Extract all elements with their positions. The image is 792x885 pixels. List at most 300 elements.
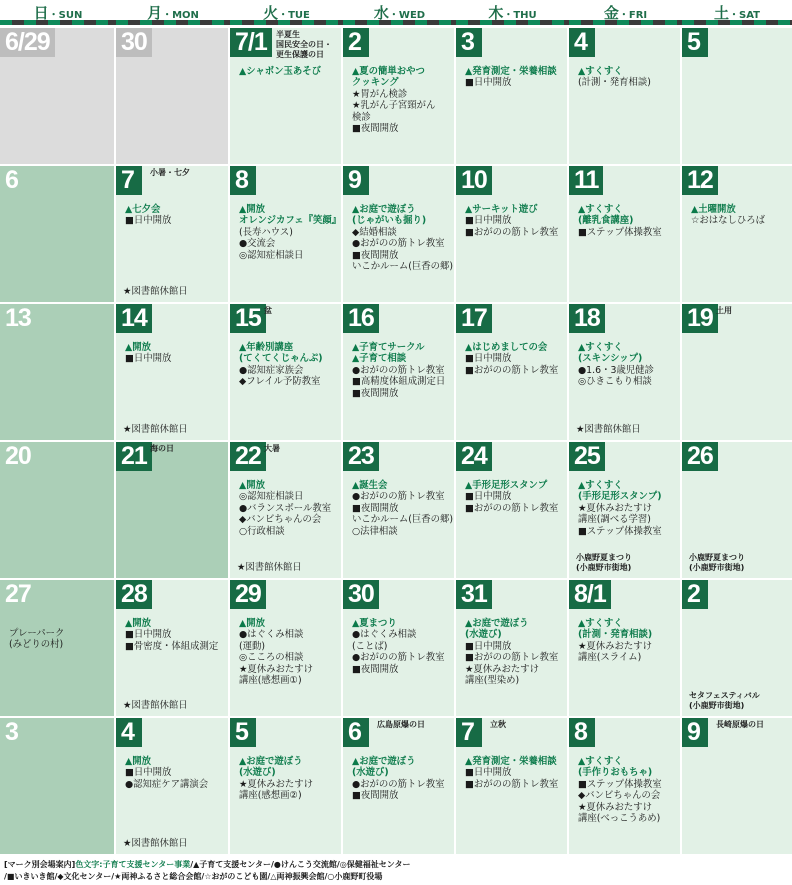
legend-heading: [マーク別会場案内] <box>4 860 76 869</box>
weekday-kanji: 日 <box>33 4 49 22</box>
event-list <box>239 756 339 802</box>
event-item: ▲子育てサークル <box>352 342 425 353</box>
event-item: (てくてくじゃんぷ) <box>239 353 323 365</box>
day-cell <box>682 304 792 440</box>
day-number: 6 <box>343 718 369 747</box>
event-item: ▲開放 <box>125 756 151 767</box>
event-list <box>465 756 565 790</box>
event-item: ▲開放 <box>125 618 151 629</box>
weekday-thu <box>456 0 569 28</box>
day-cell <box>116 28 228 164</box>
day-footnote-line: (小鹿野市街地) <box>689 701 745 710</box>
day-cell <box>343 166 454 302</box>
day-number: 22 <box>230 442 266 471</box>
event-item: (じゃがいも掘り) <box>352 215 427 227</box>
day-cell <box>116 580 228 716</box>
day-number: 31 <box>456 580 492 609</box>
event-item: ■夜間開放 <box>352 502 399 514</box>
day-cell <box>682 28 792 164</box>
day-number: 11 <box>569 166 603 195</box>
weekday-sat <box>682 0 792 28</box>
day-number: 10 <box>456 166 492 195</box>
day-cell <box>569 304 680 440</box>
day-footnote-line: 小鹿野夏まつり <box>576 553 632 562</box>
day-note-line: 立秋 <box>490 720 506 729</box>
weekday-header <box>0 0 792 28</box>
event-item: ▲開放 <box>239 480 265 491</box>
day-cell <box>0 304 114 440</box>
event-list <box>352 618 452 675</box>
event-item: ●認知症ケア講演会 <box>125 778 209 790</box>
weekday-wed <box>343 0 456 28</box>
weekday-kanji: 金 <box>603 4 619 22</box>
event-item: ●認知症家族会 <box>239 364 304 376</box>
event-list <box>578 66 678 89</box>
weekday-label <box>230 2 343 23</box>
event-item: ▲お庭で遊ぼう <box>352 204 416 215</box>
event-item: (長寿ハウス) <box>239 226 293 238</box>
day-number: 19 <box>682 304 718 333</box>
event-item: ■日中開放 <box>125 629 172 641</box>
event-item: ▲サーキット遊び <box>465 204 538 215</box>
day-footnote-line: セタフェスティバル <box>689 691 760 700</box>
event-item: ▲すくすく <box>578 756 623 767</box>
day-note-line: 長崎原爆の日 <box>716 720 764 729</box>
day-number: 7/1 <box>230 28 272 57</box>
day-cell <box>682 718 792 854</box>
event-item: ■夜間開放 <box>352 123 399 135</box>
event-item: ▲シャボン玉あそび <box>239 66 322 77</box>
day-cell <box>0 166 114 302</box>
event-item: 講座(感想画①) <box>239 675 302 687</box>
day-footnote-line: (小鹿野市街地) <box>576 563 632 572</box>
weekday-kanji: 月 <box>147 4 163 22</box>
day-note-line: 広島原爆の日 <box>377 720 425 729</box>
event-item: ●おがのの筋トレ教室 <box>352 652 445 664</box>
event-list <box>239 204 339 261</box>
legend-color-note: 色文字:子育て支援センター事業 <box>75 860 191 869</box>
day-note-line: 半夏生 <box>276 30 300 39</box>
event-item: ■おがのの筋トレ教室 <box>465 778 559 790</box>
event-item: (手作りおもちゃ) <box>578 767 653 779</box>
event-item: ▲発育測定・栄養相談 <box>465 756 557 767</box>
event-item: ▲土曜開放 <box>691 204 736 215</box>
weekday-label <box>116 2 230 23</box>
day-note-line: 土用 <box>716 306 732 315</box>
event-item: (みどりの村) <box>9 639 64 651</box>
event-item: 講座(べっこうあめ) <box>578 813 661 825</box>
event-item: ●はぐくみ相談 <box>352 629 417 641</box>
day-footnote-line: ★図書館休館日 <box>123 424 188 435</box>
day-footnote <box>123 838 226 849</box>
day-footnote-line: ★図書館休館日 <box>123 838 188 849</box>
weekday-english: ・SUN <box>48 10 83 21</box>
day-number: 9 <box>343 166 369 195</box>
day-number: 2 <box>682 580 708 609</box>
day-note-line: 更生保護の日 <box>276 50 324 59</box>
day-number: 4 <box>569 28 595 57</box>
day-cell <box>0 580 114 716</box>
day-cell <box>116 718 228 854</box>
event-item: ★夏休みおたすけ <box>578 801 653 813</box>
day-number: 8/1 <box>569 580 611 609</box>
event-list <box>352 480 452 537</box>
day-note-line: 盆 <box>264 306 272 315</box>
day-number: 26 <box>682 442 718 471</box>
event-list <box>239 480 339 537</box>
event-list <box>578 480 678 537</box>
event-item: ■ステップ体操教室 <box>578 226 662 238</box>
event-item: ▲すくすく <box>578 66 623 77</box>
day-footnote-line: (小鹿野市街地) <box>689 563 745 572</box>
event-item: ■おがのの筋トレ教室 <box>465 226 559 238</box>
weekday-label <box>0 2 116 23</box>
event-item: ◎認知症相談日 <box>239 249 304 261</box>
day-note-line: 大暑 <box>264 444 280 453</box>
event-item: ●はぐくみ相談 <box>239 629 304 641</box>
day-cell <box>0 718 114 854</box>
day-cell <box>682 442 792 578</box>
day-footnote <box>237 562 339 573</box>
event-item: ■おがのの筋トレ教室 <box>465 364 559 376</box>
legend-line-1 <box>4 859 790 871</box>
event-item: ●1.6・3歳児健診 <box>578 364 654 376</box>
event-item: ■高精度体組成測定日 <box>352 376 446 388</box>
event-item: ●おがのの筋トレ教室 <box>352 364 445 376</box>
day-number: 14 <box>116 304 152 333</box>
event-list <box>125 342 226 365</box>
day-cell <box>0 442 114 578</box>
day-cell <box>456 580 567 716</box>
day-number: 12 <box>682 166 718 195</box>
event-list <box>578 204 678 238</box>
day-footnote <box>576 424 678 435</box>
event-item: ■日中開放 <box>465 215 512 227</box>
weekday-kanji: 土 <box>713 4 729 22</box>
day-note <box>264 306 272 316</box>
day-number: 6/29 <box>0 28 55 57</box>
day-number: 15 <box>230 304 266 333</box>
event-list <box>239 66 339 77</box>
event-list <box>465 480 565 514</box>
day-number: 2 <box>343 28 369 57</box>
day-note-line: 国民安全の日・ <box>276 40 332 49</box>
event-item: ■おがのの筋トレ教室 <box>465 652 559 664</box>
event-item: ▲すくすく <box>578 342 623 353</box>
day-number: 8 <box>569 718 595 747</box>
event-list <box>239 618 339 686</box>
event-item: ■夜間開放 <box>352 663 399 675</box>
event-item: ☆おはなしひろば <box>691 215 766 227</box>
weekday-english: ・WED <box>388 10 426 21</box>
day-cell <box>116 166 228 302</box>
event-item: ▲夏まつり <box>352 618 397 629</box>
day-number: 29 <box>230 580 266 609</box>
event-list <box>465 342 565 376</box>
legend-venues-1: /▲子育て支援センター/●けんこう交流館/◎保健福祉センター <box>190 860 411 869</box>
day-cell <box>116 304 228 440</box>
day-number: 24 <box>456 442 492 471</box>
day-cell <box>456 442 567 578</box>
event-item: ▲お庭で遊ぼう <box>465 618 529 629</box>
day-number: 18 <box>569 304 605 333</box>
day-footnote-line: ★図書館休館日 <box>237 562 302 573</box>
weekday-kanji: 水 <box>373 4 389 22</box>
event-item: ▲すくすく <box>578 618 623 629</box>
event-item: ▲手形足形スタンプ <box>465 480 548 491</box>
event-item: (水遊び) <box>352 767 389 779</box>
day-number: 7 <box>456 718 482 747</box>
event-item: ■日中開放 <box>125 353 172 365</box>
event-item: ■ステップ体操教室 <box>578 525 662 537</box>
event-list <box>578 756 678 824</box>
day-cell <box>569 442 680 578</box>
event-item: ■日中開放 <box>125 215 172 227</box>
event-item: 講座(調べる学習) <box>578 514 651 526</box>
event-item: ●バランスボール教室 <box>239 502 332 514</box>
event-item: ▲開放 <box>239 618 265 629</box>
day-cell <box>230 442 341 578</box>
event-item: ■日中開放 <box>125 767 172 779</box>
day-footnote <box>123 286 226 297</box>
day-cell <box>116 442 228 578</box>
event-list <box>125 204 226 227</box>
day-number: 9 <box>682 718 708 747</box>
event-item: ◎認知症相談日 <box>239 491 304 503</box>
day-cell <box>569 166 680 302</box>
legend-venues-2: /■いきいき館/◆文化センター/★両神ふるさと総合会館/☆おがのこども園/△両神振興会館/○小鹿野町役場 <box>4 872 383 881</box>
weekday-fri <box>569 0 682 28</box>
event-item: (水遊び) <box>465 629 502 641</box>
day-number: 30 <box>343 580 379 609</box>
event-list <box>465 204 565 238</box>
event-item: ■おがのの筋トレ教室 <box>465 502 559 514</box>
day-cell <box>230 304 341 440</box>
day-note-line: 小暑・七夕 <box>150 168 190 177</box>
day-cell <box>343 580 454 716</box>
event-item: ★胃がん検診 <box>352 88 408 100</box>
event-list <box>578 342 678 388</box>
event-item: ■骨密度・体組成測定 <box>125 640 219 652</box>
event-list <box>465 618 565 686</box>
event-item: ★夏休みおたすけ <box>578 640 653 652</box>
event-item: ▲夏の簡単おやつ <box>352 66 425 77</box>
day-number: 3 <box>456 28 482 57</box>
day-cell <box>682 166 792 302</box>
event-list <box>352 756 452 802</box>
day-cell <box>343 304 454 440</box>
event-item: ●おがのの筋トレ教室 <box>352 491 445 503</box>
day-cell <box>230 166 341 302</box>
event-item: ▲すくすく <box>578 204 623 215</box>
event-item: ○行政相談 <box>239 525 285 537</box>
day-cell <box>569 580 680 716</box>
event-item: ★夏休みおたすけ <box>465 663 540 675</box>
event-list <box>691 204 790 227</box>
day-cell <box>230 580 341 716</box>
event-item: ■夜間開放 <box>352 387 399 399</box>
event-item: (スキンシップ) <box>578 353 643 365</box>
day-number: 6 <box>5 166 18 194</box>
day-number: 23 <box>343 442 379 471</box>
day-cell <box>343 442 454 578</box>
day-number: 4 <box>116 718 142 747</box>
event-item: ★夏休みおたすけ <box>239 663 314 675</box>
weekday-english: ・MON <box>162 10 199 21</box>
day-number: 25 <box>569 442 605 471</box>
event-item: ▲開放 <box>239 204 265 215</box>
weekday-english: ・FRI <box>618 10 648 21</box>
weekday-mon <box>116 0 230 28</box>
event-item: ■日中開放 <box>465 77 512 89</box>
day-cell <box>682 580 792 716</box>
day-note <box>716 306 732 316</box>
day-number: 5 <box>230 718 256 747</box>
event-list <box>352 66 452 134</box>
day-number: 30 <box>116 28 152 57</box>
event-list <box>125 756 226 790</box>
day-number: 3 <box>5 718 18 746</box>
day-footnote <box>123 424 226 435</box>
day-cell <box>569 718 680 854</box>
event-item: ○法律相談 <box>352 525 398 537</box>
event-item: ■日中開放 <box>465 767 512 779</box>
event-list <box>125 618 226 652</box>
weekday-tue <box>230 0 343 28</box>
event-item: ◆フレイル予防教室 <box>239 376 321 388</box>
venue-legend <box>4 859 790 883</box>
event-item: ■夜間開放 <box>352 790 399 802</box>
weekday-sun <box>0 0 116 28</box>
day-cell <box>456 28 567 164</box>
event-item: ■夜間開放 <box>352 249 399 261</box>
event-item: (手形足形スタンプ) <box>578 491 662 503</box>
event-item: いこかルーム(巨香の郷) <box>352 261 454 273</box>
event-item: ◆バンビちゃんの会 <box>239 514 322 526</box>
event-item: ▲はじめましての会 <box>465 342 548 353</box>
day-number: 16 <box>343 304 379 333</box>
weekday-label <box>343 2 456 23</box>
day-cell <box>0 28 114 164</box>
event-list <box>352 342 452 399</box>
event-item: ▲子育て相談 <box>352 353 407 365</box>
event-item: ★夏休みおたすけ <box>239 778 314 790</box>
event-item: ◆結婚相談 <box>352 226 397 238</box>
event-list <box>239 342 339 388</box>
event-item: (運動) <box>239 640 266 652</box>
day-number: 8 <box>230 166 256 195</box>
weekday-kanji: 火 <box>263 4 279 22</box>
event-item: ▲開放 <box>125 342 151 353</box>
weekday-label <box>456 2 569 23</box>
event-item: ▲七夕会 <box>125 204 161 215</box>
day-footnote-line: ★図書館休館日 <box>576 424 641 435</box>
event-item: ●おがのの筋トレ教室 <box>352 238 445 250</box>
event-item: (離乳食講座) <box>578 215 634 227</box>
event-item: ●おがのの筋トレ教室 <box>352 778 445 790</box>
event-item: 講座(スライム) <box>578 652 642 664</box>
day-note <box>716 720 764 730</box>
event-item: ★夏休みおたすけ <box>578 502 653 514</box>
event-item: ●交流会 <box>239 238 276 250</box>
event-item: ◎こころの相談 <box>239 652 304 664</box>
day-number: 20 <box>5 442 31 470</box>
day-number: 5 <box>682 28 708 57</box>
event-item: いこかルーム(巨香の郷) <box>352 514 454 526</box>
event-item: ■ステップ体操教室 <box>578 778 662 790</box>
event-item: ■日中開放 <box>465 491 512 503</box>
event-list <box>465 66 565 89</box>
day-footnote <box>123 700 226 711</box>
event-item: クッキング <box>352 77 399 89</box>
day-note <box>150 168 190 178</box>
day-cell <box>343 718 454 854</box>
day-number: 17 <box>456 304 492 333</box>
day-cell <box>456 718 567 854</box>
event-item: ▲誕生会 <box>352 480 388 491</box>
day-number: 28 <box>116 580 152 609</box>
day-cell <box>456 166 567 302</box>
event-list <box>352 204 452 272</box>
event-item: ▲年齢別講座 <box>239 342 294 353</box>
day-footnote-line: ★図書館休館日 <box>123 286 188 297</box>
event-item: ■日中開放 <box>465 353 512 365</box>
weekday-english: ・SAT <box>729 10 760 21</box>
event-item: ▲発育測定・栄養相談 <box>465 66 557 77</box>
event-item: 講座(型染め) <box>465 675 520 687</box>
event-item: (ことば) <box>352 640 388 652</box>
event-item: ◎ひきこもり相談 <box>578 376 652 388</box>
day-cell <box>569 28 680 164</box>
day-cell <box>456 304 567 440</box>
day-footnote-line: 小鹿野夏まつり <box>689 553 745 562</box>
weekday-english: ・TUE <box>278 10 310 21</box>
day-number: 7 <box>116 166 142 195</box>
event-item: (計測・発育相談) <box>578 77 651 89</box>
event-list <box>578 618 678 664</box>
weekday-label <box>682 2 792 23</box>
event-item: 講座(感想画②) <box>239 790 302 802</box>
event-item: (水遊び) <box>239 767 276 779</box>
day-number: 21 <box>116 442 152 471</box>
day-note <box>276 30 332 60</box>
event-item: プレーパーク <box>9 628 65 639</box>
day-note <box>490 720 506 730</box>
weekday-kanji: 木 <box>488 4 504 22</box>
event-item: ▲お庭で遊ぼう <box>352 756 416 767</box>
day-cell <box>230 28 341 164</box>
day-footnote <box>576 553 678 573</box>
day-footnote <box>689 553 790 573</box>
weekday-label <box>569 2 682 23</box>
event-item: ■日中開放 <box>465 640 512 652</box>
event-item: ▲すくすく <box>578 480 623 491</box>
event-item: ★乳がん子宮頸がん <box>352 100 436 112</box>
day-footnote-line: ★図書館休館日 <box>123 700 188 711</box>
day-note-line: 海の日 <box>150 444 174 453</box>
day-note <box>377 720 425 730</box>
day-cell <box>343 28 454 164</box>
event-item: ◆バンビちゃんの会 <box>578 790 661 802</box>
day-cell <box>230 718 341 854</box>
day-number: 13 <box>5 304 31 332</box>
day-note <box>264 444 280 454</box>
day-footnote <box>689 691 790 711</box>
event-item: オレンジカフェ『笑顔』 <box>239 215 341 227</box>
event-item: ▲お庭で遊ぼう <box>239 756 303 767</box>
event-list <box>9 628 112 651</box>
day-note <box>150 444 174 454</box>
